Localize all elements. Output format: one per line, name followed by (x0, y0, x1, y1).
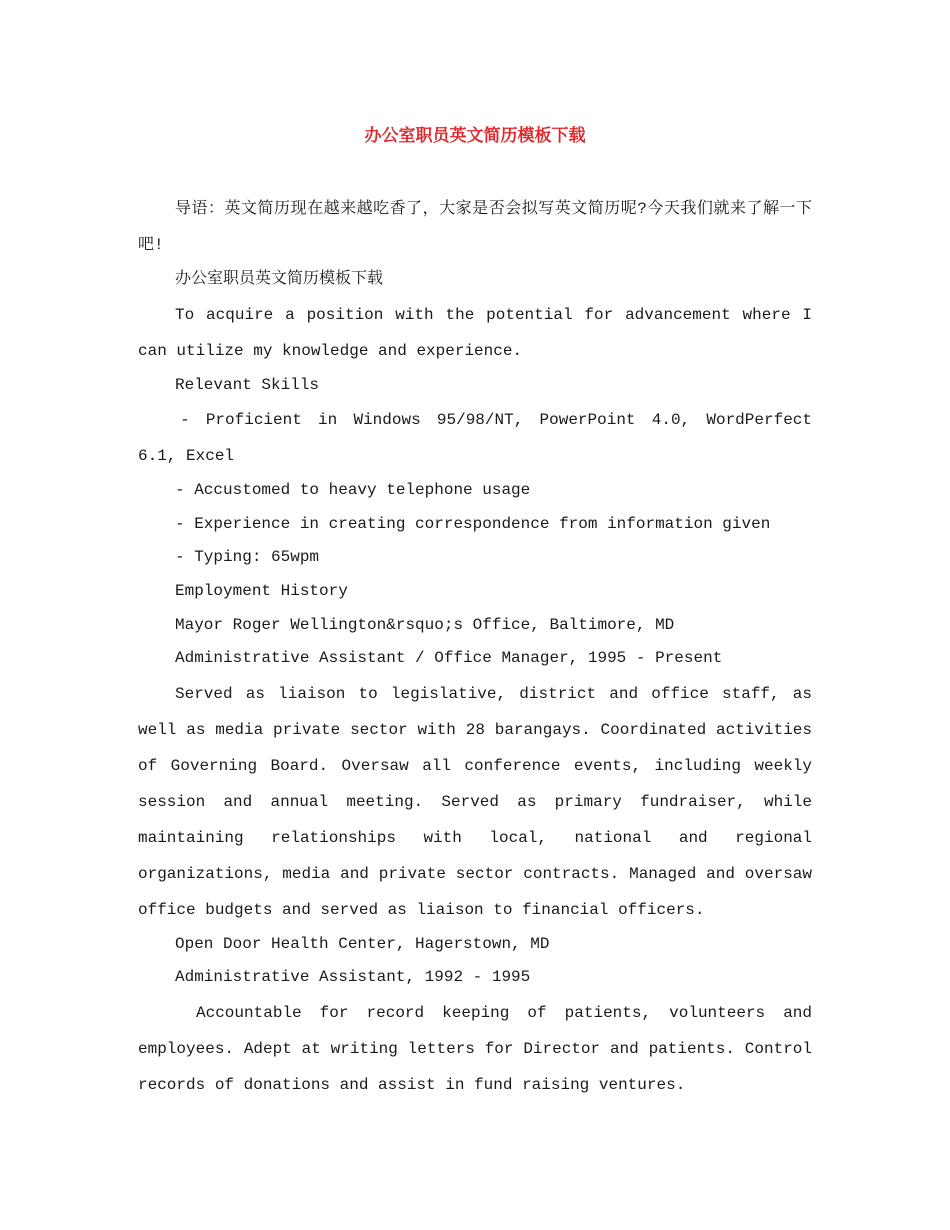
skill-item: - Proficient in Windows 95/98/NT, PowerPoint 4.0, WordPerfect 6.1, Excel (138, 411, 812, 466)
skill-item: - Accustomed to heavy telephone usage (175, 481, 531, 500)
job-title-line: Administrative Assistant / Office Manager, 1995 - Present (175, 649, 723, 668)
intro-paragraph: 导语：英文简历现在越来越吃香了，大家是否会拟写英文简历呢?今天我们就来了解一下吧! (138, 200, 812, 254)
document-body (138, 191, 812, 1103)
objective-paragraph: To acquire a position with the potential for advancement where I can utilize my knowledge and experience. (138, 305, 812, 360)
document-title: 办公室职员英文简历模板下载 (364, 126, 586, 146)
job-title-line: Administrative Assistant, 1992 - 1995 (175, 968, 531, 987)
subtitle-paragraph: 办公室职员英文简历模板下载 (175, 270, 384, 288)
employer-line: Open Door Health Center, Hagerstown, MD (175, 934, 550, 953)
skill-item: - Experience in creating correspondence from information given (175, 514, 771, 533)
job-description-paragraph: Accountable for record keeping of patients, volunteers and employees. Adept at writing letters for Director and patients. Control records of donations and assist in fund raising ventures. (138, 1003, 812, 1094)
skill-item: - Typing: 65wpm (175, 548, 320, 567)
employer-line: Mayor Roger Wellington&rsquo;s Office, Baltimore, MD (175, 615, 675, 634)
section-heading-skills: Relevant Skills (175, 375, 320, 394)
job-description-paragraph: Served as liaison to legislative, district and office staff, as well as media private sector with 28 barangays. Coordinated activities of Governing Board. Oversaw all conference events, including weekly session and annual meeting. Served as primary fundraiser, while maintaining relationships with local, national and regional organizations, media and private sector contracts. Managed and oversaw office budgets and served as liaison to financial officers. (138, 684, 812, 919)
section-heading-employment: Employment History (175, 581, 348, 600)
